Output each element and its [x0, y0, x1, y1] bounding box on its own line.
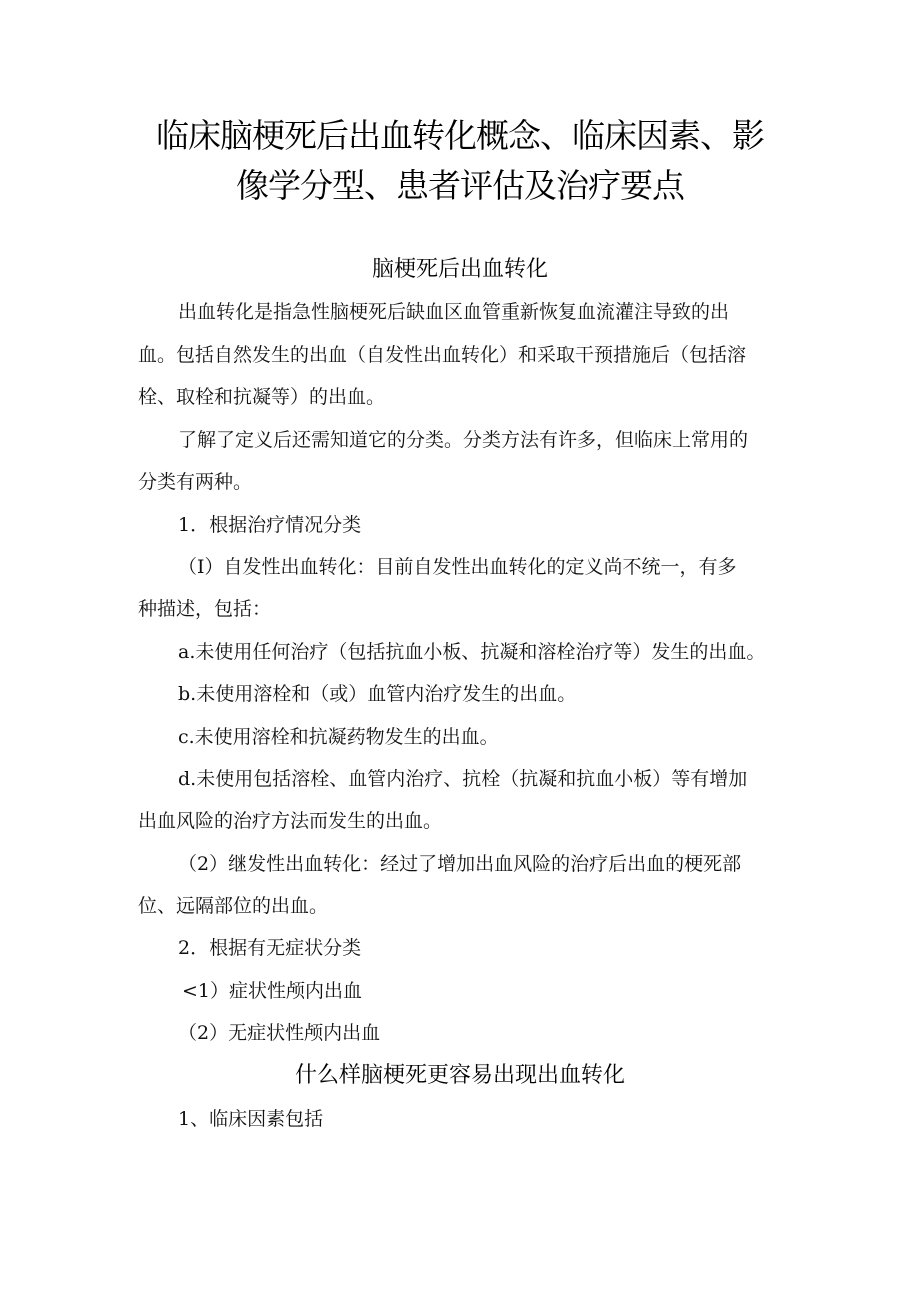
- classification-1-heading: 1．根据治疗情况分类: [178, 514, 362, 536]
- list-item-c: c.未使用溶栓和抗凝药物发生的出血。: [178, 726, 499, 748]
- paragraph-definition-line-2: 血。包括自然发生的出血（自发性出血转化）和采取干预措施后（包括溶: [138, 344, 747, 366]
- list-item-b: b.未使用溶栓和（或）血管内治疗发生的出血。: [178, 683, 577, 705]
- section-heading-risk-factors: 什么样脑梗死更容易出现出血转化: [294, 1063, 625, 1088]
- list-item-d-line-2: 出血风险的治疗方法而发生的出血。: [138, 810, 443, 832]
- paragraph-classification-line-2: 分类有两种。: [138, 471, 253, 493]
- paragraph-definition-line-1: 出血转化是指急性脑梗死后缺血区血管重新恢复血流灌注导致的出: [178, 301, 730, 323]
- secondary-hemorrhage-line-2: 位、远隔部位的出血。: [138, 895, 329, 917]
- spontaneous-hemorrhage-line-1: （I）自发性出血转化：目前自发性出血转化的定义尚不统一，有多: [178, 556, 737, 578]
- paragraph-definition-line-3: 栓、取栓和抗凝等）的出血。: [138, 386, 386, 408]
- spontaneous-hemorrhage-line-2: 种描述，包括：: [138, 598, 272, 620]
- secondary-hemorrhage-line-1: （2）继发性出血转化：经过了增加出血风险的治疗后出血的梗死部: [178, 853, 742, 875]
- classification-2-heading: 2．根据有无症状分类: [178, 937, 362, 959]
- section-heading-hemorrhagic-transformation: 脑梗死后出血转化: [371, 257, 548, 282]
- clinical-factors-item: 1、临床因素包括: [178, 1108, 324, 1130]
- asymptomatic-hemorrhage-item: （2）无症状性颅内出血: [178, 1022, 381, 1044]
- document-title-line-2: 像学分型、患者评估及治疗要点: [236, 166, 684, 205]
- paragraph-classification-line-1: 了解了定义后还需知道它的分类。分类方法有许多，但临床上常用的: [178, 429, 749, 451]
- list-item-d-line-1: d.未使用包括溶栓、血管内治疗、抗栓（抗凝和抗血小板）等有增加: [178, 768, 748, 790]
- document-title-line-1: 临床脑梗死后出血转化概念、临床因素、影: [156, 116, 764, 155]
- symptomatic-hemorrhage-item: <1）症状性颅内出血: [182, 980, 363, 1002]
- list-item-a: a.未使用任何治疗（包括抗血小板、抗凝和溶栓治疗等）发生的出血。: [178, 641, 766, 663]
